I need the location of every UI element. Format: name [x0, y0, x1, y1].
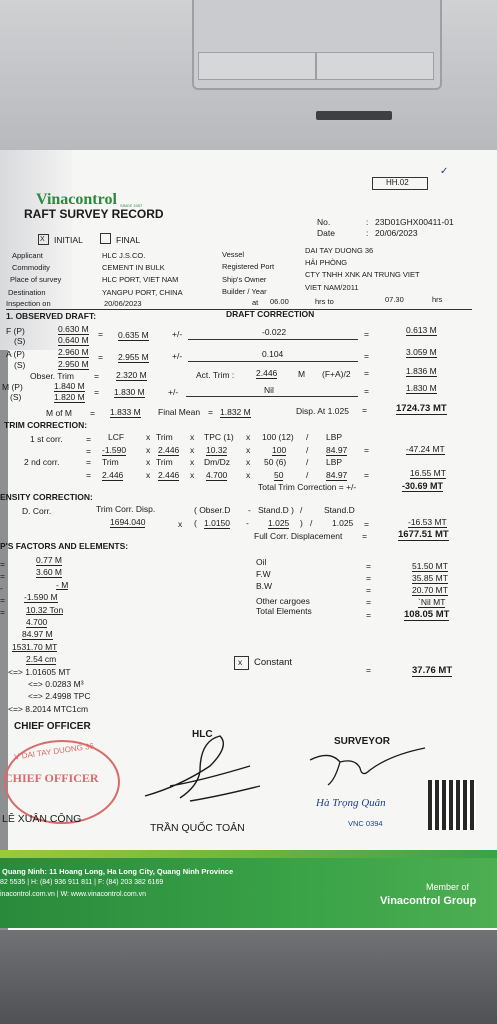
row-r1-cell: x	[146, 445, 151, 455]
row-h2-cell: /	[306, 457, 309, 467]
row-r1-cell: x	[190, 445, 195, 455]
eq: =	[362, 531, 367, 541]
eq: =	[366, 573, 371, 583]
total-trim-label: Total Trim Correction = +/-	[258, 482, 357, 492]
m-result: 1.830 M	[406, 383, 437, 393]
background-surface	[0, 930, 497, 1024]
destination-label: Destination	[8, 288, 46, 297]
act-trim-value: 2.446	[256, 368, 278, 378]
line	[188, 339, 358, 340]
minus-2: -	[246, 518, 249, 528]
initial-check-mark: X	[40, 236, 45, 243]
total-elements-value: 108.05 MT	[404, 609, 450, 620]
mp-value: 1.840 M	[54, 381, 85, 391]
eq: =	[366, 597, 371, 607]
obs-trim-value: 2.320 M	[116, 370, 147, 380]
first-corr-label: 1 st corr.	[30, 434, 63, 444]
hlc-signature	[140, 726, 270, 816]
eq: =	[364, 351, 369, 361]
initial-label: INITIAL	[54, 235, 83, 245]
total-trim-value: -30.69 MT	[402, 481, 444, 491]
as-value: 2.950 M	[58, 359, 89, 369]
factor-item: <=> 2.4998 TPC	[28, 691, 91, 702]
trim-correction-title: TRIM CORRECTION:	[4, 420, 88, 430]
row-r2-cell: /	[306, 470, 309, 480]
times-sign: x	[178, 519, 183, 529]
vessel-label: Vessel	[222, 250, 245, 259]
density-result: -16.53 MT	[408, 517, 447, 527]
ms-value: 1.820 M	[54, 392, 85, 402]
other-cargoes-value: `Nil MT	[418, 597, 446, 607]
eq: =	[208, 407, 213, 417]
tcd-label: Trim Corr. Disp.	[96, 504, 156, 514]
obs-d-label: ( Obser.D	[194, 505, 231, 515]
eq: =	[98, 352, 103, 362]
row-r1-cell: -1.590	[102, 445, 127, 455]
dcorr-label: D. Corr.	[22, 506, 52, 516]
mofm-label: M of M	[46, 408, 72, 418]
stamp-mid-text: CHIEF OFFICER	[4, 771, 99, 785]
applicant-value: HLC J.S.CO.	[102, 251, 146, 260]
eq: =	[364, 470, 369, 480]
row-h1-cell: 100 (12)	[262, 432, 294, 442]
vnc-number: VNC 0394	[348, 819, 383, 828]
regport-value: HẢI PHÒNG	[305, 258, 348, 267]
ref-box-text: HH.02	[386, 178, 409, 187]
brand-since: SINCE 1957	[120, 203, 143, 208]
eq: =	[90, 408, 95, 418]
minus-1: -	[248, 505, 251, 515]
builder-value: VIET NAM/2011	[305, 283, 359, 292]
row-r2-cell: 2.446	[158, 470, 180, 480]
bw-label: B.W	[256, 581, 273, 591]
chief-officer-name: LÊ XUÂN CÔNG	[2, 813, 82, 825]
row-h2-cell: x	[190, 457, 195, 467]
footer-address: Quang Ninh: 11 Hoang Long, Ha Long City, Quang Ninh Province	[2, 867, 234, 876]
row-h2-cell: Dm/Dz	[204, 457, 230, 467]
row-r1-cell: /	[306, 445, 309, 455]
row-h1-cell: x	[146, 432, 151, 442]
first-corr-result: -47.24 MT	[406, 444, 445, 454]
factor-item: 84.97 M	[22, 629, 53, 640]
eq: =	[364, 445, 369, 455]
qr-code	[428, 780, 476, 830]
row-r2-cell: 84.97	[326, 470, 348, 480]
final-mean-value: 1.832 M	[220, 407, 251, 417]
eq: =	[364, 519, 369, 529]
surveyor-name: Hà Trọng Quân	[316, 797, 386, 809]
fp-label: F (P)	[6, 326, 25, 336]
eq: =	[94, 387, 99, 397]
second-corr-label: 2 nd corr.	[24, 457, 60, 467]
f-correction: -0.022	[262, 327, 287, 337]
pm: +/-	[172, 329, 183, 339]
stand-d-value-1: 1.025	[268, 518, 290, 528]
observed-draft-title: 1. OBSERVED DRAFT:	[6, 311, 97, 321]
owner-value: CTY TNHH XNK AN TRUNG VIET	[305, 270, 420, 279]
final-checkbox[interactable]	[100, 233, 111, 244]
other-cargoes-label: Other cargoes	[256, 596, 310, 606]
regport-label: Registered Port	[222, 262, 275, 271]
to-value: 07.30	[385, 295, 404, 304]
eq: =	[94, 371, 99, 381]
factor-item: 0.77 M	[36, 555, 62, 565]
factor-item: -1.590 M	[24, 592, 58, 603]
factor-item: - M	[56, 579, 69, 590]
factor-item: 1531.70 MT	[12, 641, 58, 652]
factor-eq: =	[0, 571, 5, 581]
oil-label: Oil	[256, 557, 267, 567]
row-h1-cell: x	[190, 432, 195, 442]
commodity-label: Commodity	[12, 263, 50, 272]
constant-mark: x	[238, 657, 243, 667]
at-label: at	[252, 298, 259, 307]
row-h2-cell: x	[146, 457, 151, 467]
fs-label: (S)	[14, 336, 26, 346]
fa-result: 1.836 M	[406, 366, 437, 376]
ap-value: 2.960 M	[58, 347, 89, 357]
paren-close: )	[300, 518, 303, 528]
no-label: No.	[317, 217, 331, 227]
fp-value: 0.630 M	[58, 324, 89, 334]
row-h1-cell: LCF	[108, 432, 125, 442]
owner-label: Ship's Owner	[222, 275, 267, 284]
row-r1-cell: x	[246, 445, 251, 455]
handwritten-mark: ✓	[440, 166, 449, 177]
row-h2-cell: x	[246, 457, 251, 467]
date-label: Date	[317, 228, 335, 238]
hrs-label: hrs	[432, 295, 443, 304]
row-r1-cell: 10.32	[206, 445, 228, 455]
row-r1-cell: 84.97	[326, 445, 348, 455]
row-r1-cell: 100	[272, 445, 287, 455]
fs-value: 0.640 M	[58, 335, 89, 345]
row-r2-cell: x	[146, 470, 151, 480]
factor-item: <=> 0.0283 M³	[28, 679, 84, 689]
pm: +/-	[168, 387, 179, 397]
destination-value: YANGPU PORT, CHINA	[102, 288, 183, 297]
slash-1: /	[300, 505, 303, 515]
factors-title: P'S FACTORS AND ELEMENTS:	[0, 541, 129, 551]
member-of: Member of	[426, 882, 470, 892]
mp-label: M (P)	[2, 382, 23, 392]
line	[188, 361, 358, 362]
line	[186, 396, 358, 397]
act-trim-label: Act. Trim :	[196, 370, 235, 380]
row-r2-cell: 2.446	[102, 470, 124, 480]
a-mean: 2.955 M	[118, 352, 149, 362]
date-value: 20/06/2023	[375, 228, 418, 238]
oil-value: 51.50 MT	[412, 561, 448, 571]
factor-item: 10.32 Ton	[26, 604, 64, 615]
factor-eq: =	[0, 607, 5, 617]
stand-d-label-2: Stand.D	[324, 505, 355, 515]
row-r2-cell: x	[246, 470, 251, 480]
place-label: Place of survey	[10, 275, 62, 284]
vessel-value: DAI TAY DUONG 36	[305, 246, 374, 255]
eq: =	[366, 665, 371, 675]
applicant-label: Applicant	[12, 251, 43, 260]
final-mean-label: Final Mean	[158, 407, 201, 417]
row-r2-cell: 50	[274, 470, 284, 480]
stamp-top-text: V DAI TAY DUONG 36	[13, 741, 95, 762]
f-mean: 0.635 M	[118, 330, 149, 340]
date-colon: :	[366, 228, 369, 238]
factor-item: 3.60 M	[36, 567, 62, 578]
constant-label: Constant	[254, 657, 293, 668]
stand-d-value-2: 1.025	[332, 518, 354, 528]
obs-d-value: 1.0150	[204, 518, 230, 528]
eq: =	[98, 329, 103, 339]
paren-open: (	[194, 518, 197, 528]
footer-phone: 82 5535 | H: (84) 936 911 811 | F: (84) 203 382 6169	[0, 879, 164, 886]
row-h1-cell: LBP	[326, 432, 343, 442]
factor-eq: =	[0, 559, 5, 569]
full-disp-label: Full Corr. Displacement	[254, 531, 343, 541]
bw-value: 20.70 MT	[412, 585, 448, 595]
row-r1-cell: 2.446	[158, 445, 180, 455]
hrs-to-label: hrs to	[315, 297, 334, 306]
pm: +/-	[172, 351, 183, 361]
inspection-label: Inspection on	[6, 299, 51, 308]
m-correction: Nil	[264, 385, 274, 395]
hlc-name: TRẦN QUỐC TOẢN	[150, 822, 245, 834]
row-h2-cell: Trim	[156, 457, 173, 467]
factor-item: 2.54 cm	[26, 654, 57, 665]
m-mean: 1.830 M	[114, 387, 145, 397]
trackpad-right-button	[316, 52, 434, 80]
draft-correction-title: DRAFT CORRECTION	[226, 309, 315, 319]
factor-item: <=> 1.01605 MT	[8, 666, 71, 677]
trackpad	[192, 0, 442, 90]
row-r2-cell: 4.700	[206, 470, 228, 480]
row-r2-cell: x	[190, 470, 195, 480]
fw-value: 35.85 MT	[412, 573, 448, 583]
surveyor-label: SURVEYOR	[334, 736, 390, 747]
eq: =	[364, 386, 369, 396]
trackpad-left-button	[198, 52, 316, 80]
row-h2-cell: 50 (6)	[264, 457, 287, 467]
factor-eq: =	[0, 595, 5, 605]
full-disp-value: 1677.51 MT	[398, 529, 449, 540]
doc-title: RAFT SURVEY RECORD	[24, 207, 164, 221]
fw-label: F.W	[256, 569, 271, 579]
eq: =	[364, 368, 369, 378]
inspection-value: 20/06/2023	[104, 299, 142, 308]
commodity-value: CEMENT IN BULK	[102, 263, 165, 272]
stand-d-label-1: Stand.D )	[258, 505, 294, 515]
disp-label: Disp. At 1.025	[296, 406, 349, 416]
row-h1-cell: x	[246, 432, 251, 442]
density-title: ENSITY CORRECTION:	[0, 492, 93, 502]
ms-label: (S)	[10, 392, 22, 402]
eq: =	[86, 457, 91, 467]
surveyor-signature	[300, 740, 430, 790]
row-h2-cell: Trim	[102, 457, 119, 467]
factor-item: 4.700	[26, 617, 48, 627]
disp-value: 1724.73 MT	[396, 403, 447, 414]
group-name: Vinacontrol Group	[380, 895, 477, 907]
hlc-label: HLC	[192, 729, 213, 740]
laptop-body	[0, 0, 497, 150]
brand-logo: Vinacontrol	[36, 191, 117, 208]
slash-2: /	[310, 518, 313, 528]
obs-trim-label: Obser. Trim	[30, 371, 74, 381]
eq: =	[86, 446, 91, 456]
no-colon: :	[366, 217, 369, 227]
final-label: FINAL	[116, 235, 141, 245]
builder-label: Builder / Year	[222, 287, 267, 296]
row-h2-cell: LBP	[326, 457, 343, 467]
eq: =	[86, 470, 91, 480]
laptop-vent	[316, 111, 392, 120]
as-label: (S)	[14, 360, 26, 370]
second-corr-result: 16.55 MT	[410, 468, 446, 478]
eq: =	[364, 329, 369, 339]
ap-label: A (P)	[6, 349, 25, 359]
eq: =	[362, 405, 367, 415]
footer-web: inacontrol.com.vn | W: www.vinacontrol.com.vn	[0, 891, 147, 898]
total-elements-label: Total Elements	[256, 606, 312, 616]
constant-value: 37.76 MT	[412, 665, 453, 676]
mofm-value: 1.833 M	[110, 407, 141, 417]
no-value: 23D01GHX00411-01	[375, 217, 454, 227]
factor-eq: -	[0, 583, 3, 593]
eq: =	[366, 585, 371, 595]
a-result: 3.059 M	[406, 347, 437, 357]
row-h1-cell: Trim	[156, 432, 173, 442]
row-h1-cell: /	[306, 432, 309, 442]
at-value: 06.00	[270, 297, 289, 306]
place-value: HLC PORT, VIET NAM	[102, 275, 179, 284]
row-h1-cell: TPC (1)	[204, 432, 234, 442]
tcd-value: 1694.040	[110, 517, 146, 527]
a-correction: 0.104	[262, 349, 284, 359]
eq: =	[366, 610, 371, 620]
act-trim-unit: M	[298, 369, 306, 379]
factor-item: <=> 8.2014 MTC1cm	[8, 703, 89, 714]
chief-officer-label: CHIEF OFFICER	[14, 721, 91, 732]
eq: =	[86, 434, 91, 444]
fa-label: (F+A)/2	[322, 369, 351, 379]
eq: =	[366, 561, 371, 571]
f-result: 0.613 M	[406, 325, 437, 335]
